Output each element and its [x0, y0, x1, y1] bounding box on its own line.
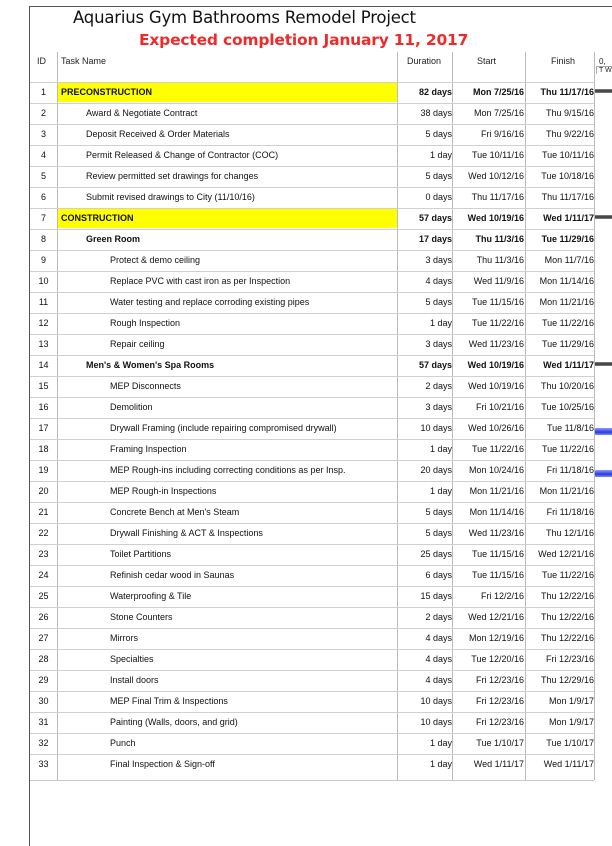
task-start: Tue 11/15/16	[471, 297, 524, 307]
task-start: Fri 12/23/16	[475, 696, 524, 706]
task-start: Mon 11/21/16	[469, 486, 524, 496]
task-id: 33	[38, 759, 49, 769]
task-row[interactable]	[30, 586, 594, 607]
task-finish: Tue 10/11/16	[541, 150, 594, 160]
gantt-task-bar[interactable]	[595, 428, 612, 435]
task-start: Wed 10/12/16	[468, 171, 524, 181]
task-finish: Thu 12/22/16	[540, 612, 594, 622]
task-start: Wed 10/19/16	[467, 213, 524, 223]
task-duration: 1 day	[429, 150, 452, 160]
task-duration: 10 days	[420, 696, 452, 706]
task-name: Deposit Received & Order Materials	[86, 129, 230, 139]
task-name: Green Room	[86, 234, 141, 244]
task-name: MEP Disconnects	[110, 381, 181, 391]
task-duration: 20 days	[420, 465, 452, 475]
task-duration: 57 days	[418, 360, 452, 370]
task-duration: 38 days	[420, 108, 452, 118]
task-id: 6	[40, 192, 46, 202]
task-start: Tue 11/22/16	[471, 318, 524, 328]
task-id: 18	[38, 444, 49, 454]
task-id: 10	[38, 276, 49, 286]
task-row[interactable]	[30, 418, 594, 439]
task-name: Concrete Bench at Men's Steam	[110, 507, 240, 517]
task-name: Demolition	[110, 402, 153, 412]
header-task-name: Task Name	[61, 56, 107, 66]
task-start: Thu 11/3/16	[475, 234, 524, 244]
task-name: CONSTRUCTION	[58, 209, 397, 228]
task-start: Tue 11/15/16	[471, 549, 524, 559]
task-row[interactable]	[30, 124, 594, 145]
task-start: Wed 10/19/16	[467, 360, 524, 370]
task-name: MEP Rough-ins including correcting conditions as per Insp.	[110, 465, 346, 475]
task-duration: 4 days	[425, 633, 452, 643]
task-duration: 6 days	[425, 570, 452, 580]
task-row[interactable]	[30, 712, 594, 733]
task-row[interactable]	[30, 397, 594, 418]
task-start: Tue 12/20/16	[471, 654, 524, 664]
task-name: Drywall Finishing & ACT & Inspections	[110, 528, 263, 538]
task-finish: Tue 11/8/16	[546, 423, 594, 433]
task-finish: Tue 11/29/16	[541, 234, 594, 244]
col-divider-gantt	[594, 52, 595, 780]
task-row[interactable]	[30, 229, 594, 250]
task-row[interactable]	[30, 628, 594, 649]
gantt-task-bar[interactable]	[595, 470, 612, 477]
task-duration: 0 days	[425, 192, 452, 202]
task-row[interactable]	[30, 82, 594, 103]
task-id: 29	[38, 675, 49, 685]
task-row[interactable]	[30, 544, 594, 565]
task-id: 4	[40, 150, 46, 160]
task-id: 1	[40, 87, 46, 97]
task-name: Water testing and replace corroding existing pipes	[110, 297, 310, 307]
task-id: 23	[38, 549, 49, 559]
task-duration: 4 days	[425, 675, 452, 685]
task-start: Wed 11/9/16	[473, 276, 524, 286]
task-row[interactable]	[30, 481, 594, 502]
task-name: MEP Final Trim & Inspections	[110, 696, 228, 706]
task-row[interactable]	[30, 733, 594, 754]
task-id: 21	[38, 507, 49, 517]
task-name: Stone Counters	[110, 612, 173, 622]
task-finish: Fri 12/23/16	[545, 654, 594, 664]
task-name: Submit revised drawings to City (11/10/16)	[86, 192, 255, 202]
task-duration: 17 days	[418, 234, 452, 244]
task-duration: 1 day	[429, 318, 452, 328]
task-name: Permit Released & Change of Contractor (COC)	[86, 150, 279, 160]
task-duration: 5 days	[425, 528, 452, 538]
gantt-summary-bar[interactable]	[595, 362, 612, 366]
task-row[interactable]	[30, 607, 594, 628]
task-row[interactable]	[30, 670, 594, 691]
task-start: Mon 11/14/16	[469, 507, 524, 517]
task-row[interactable]	[30, 754, 594, 775]
task-finish: Thu 12/22/16	[540, 591, 594, 601]
task-name: MEP Rough-in Inspections	[110, 486, 217, 496]
task-id: 16	[38, 402, 49, 412]
task-start: Fri 9/16/16	[480, 129, 524, 139]
task-start: Wed 10/19/16	[468, 381, 524, 391]
task-duration: 1 day	[429, 486, 452, 496]
task-name: Award & Negotiate Contract	[86, 108, 198, 118]
task-id: 28	[38, 654, 49, 664]
task-finish: Thu 11/17/16	[541, 192, 594, 202]
task-id: 24	[38, 570, 49, 580]
task-start: Wed 1/11/17	[473, 759, 524, 769]
task-row[interactable]	[30, 103, 594, 124]
task-row[interactable]	[30, 208, 594, 229]
task-finish: Tue 10/18/16	[541, 171, 594, 181]
task-name: Framing Inspection	[110, 444, 187, 454]
task-table	[30, 82, 594, 775]
task-start: Wed 11/23/16	[468, 339, 524, 349]
task-finish: Wed 12/21/16	[538, 549, 594, 559]
task-finish: Tue 1/10/17	[546, 738, 594, 748]
task-finish: Fri 11/18/16	[546, 507, 594, 517]
task-row[interactable]	[30, 334, 594, 355]
task-name: Toilet Partitions	[110, 549, 172, 559]
task-duration: 25 days	[420, 549, 452, 559]
task-name: Rough Inspection	[110, 318, 181, 328]
task-start: Thu 11/17/16	[471, 192, 524, 202]
task-finish: Wed 1/11/17	[543, 759, 594, 769]
task-finish: Tue 10/25/16	[541, 402, 594, 412]
task-duration: 5 days	[425, 297, 452, 307]
task-row[interactable]	[30, 502, 594, 523]
task-finish: Wed 1/11/17	[543, 360, 594, 370]
task-duration: 1 day	[429, 444, 452, 454]
task-finish: Thu 9/15/16	[545, 108, 594, 118]
task-finish: Tue 11/22/16	[541, 444, 594, 454]
task-finish: Wed 1/11/17	[543, 213, 594, 223]
table-end-line	[30, 780, 594, 781]
task-start: Tue 11/15/16	[471, 570, 524, 580]
completion-subtitle: Expected completion January 11, 2017	[139, 31, 469, 49]
task-row[interactable]	[30, 166, 594, 187]
task-finish: Fri 11/18/16	[546, 465, 594, 475]
task-row[interactable]	[30, 565, 594, 586]
task-duration: 3 days	[425, 402, 452, 412]
task-duration: 57 days	[418, 213, 452, 223]
task-finish: Tue 11/22/16	[541, 318, 594, 328]
task-id: 13	[38, 339, 49, 349]
task-start: Fri 12/23/16	[475, 717, 524, 727]
task-name: Repair ceiling	[110, 339, 165, 349]
task-name: Painting (Walls, doors, and grid)	[110, 717, 238, 727]
task-start: Wed 11/23/16	[468, 528, 524, 538]
task-finish: Tue 11/29/16	[541, 339, 594, 349]
task-finish: Mon 11/7/16	[544, 255, 594, 265]
task-start: Mon 7/25/16	[472, 87, 524, 97]
task-id: 2	[40, 108, 46, 118]
task-duration: 15 days	[420, 591, 452, 601]
task-duration: 10 days	[420, 717, 452, 727]
task-id: 9	[40, 255, 46, 265]
task-id: 11	[38, 297, 49, 307]
task-finish: Mon 11/14/16	[539, 276, 594, 286]
task-duration: 1 day	[429, 759, 452, 769]
task-finish: Thu 11/17/16	[540, 87, 594, 97]
task-finish: Thu 9/22/16	[545, 129, 594, 139]
task-row[interactable]	[30, 313, 594, 334]
header-finish: Finish	[551, 56, 576, 66]
task-start: Fri 10/21/16	[475, 402, 524, 412]
task-id: 8	[40, 234, 46, 244]
header-duration: Duration	[407, 56, 442, 66]
task-id: 20	[38, 486, 49, 496]
task-row[interactable]	[30, 145, 594, 166]
task-name: Review permitted set drawings for changes	[86, 171, 259, 181]
task-id: 31	[38, 717, 49, 727]
task-id: 30	[38, 696, 49, 706]
task-row[interactable]	[30, 271, 594, 292]
task-start: Fri 12/2/16	[480, 591, 524, 601]
task-name: Replace PVC with cast iron as per Inspection	[110, 276, 291, 286]
task-name: Final Inspection & Sign-off	[110, 759, 215, 769]
task-duration: 3 days	[425, 339, 452, 349]
task-duration: 4 days	[425, 654, 452, 664]
task-row[interactable]	[30, 250, 594, 271]
task-finish: Thu 10/20/16	[540, 381, 594, 391]
task-name: Mirrors	[110, 633, 138, 643]
task-finish: Mon 1/9/17	[548, 717, 594, 727]
task-id: 17	[38, 423, 49, 433]
task-start: Mon 12/19/16	[468, 633, 524, 643]
task-duration: 3 days	[425, 255, 452, 265]
task-finish: Mon 11/21/16	[539, 486, 594, 496]
task-start: Tue 10/11/16	[471, 150, 524, 160]
task-row[interactable]	[30, 691, 594, 712]
task-start: Fri 12/23/16	[475, 675, 524, 685]
task-row[interactable]	[30, 439, 594, 460]
task-start: Tue 11/22/16	[471, 444, 524, 454]
gantt-summary-bar[interactable]	[595, 89, 612, 93]
task-row[interactable]	[30, 292, 594, 313]
task-start: Wed 12/21/16	[468, 612, 524, 622]
task-id: 26	[38, 612, 49, 622]
header-start: Start	[477, 56, 497, 66]
task-duration: 4 days	[425, 276, 452, 286]
task-name: Specialties	[110, 654, 154, 664]
task-duration: 2 days	[425, 612, 452, 622]
task-row[interactable]	[30, 523, 594, 544]
task-id: 27	[38, 633, 49, 643]
timescale-bottom: T W	[596, 66, 612, 74]
task-id: 3	[40, 129, 46, 139]
task-start: Tue 1/10/17	[476, 738, 524, 748]
task-finish: Thu 12/1/16	[545, 528, 594, 538]
task-id: 12	[38, 318, 49, 328]
task-id: 14	[38, 360, 49, 370]
task-id: 32	[38, 738, 49, 748]
task-row[interactable]	[30, 376, 594, 397]
gantt-summary-bar[interactable]	[595, 215, 612, 219]
task-duration: 5 days	[425, 171, 452, 181]
document-title: Aquarius Gym Bathrooms Remodel Project	[73, 8, 416, 27]
task-id: 25	[38, 591, 49, 601]
task-row[interactable]	[30, 649, 594, 670]
task-name: Refinish cedar wood in Saunas	[110, 570, 235, 580]
task-id: 7	[40, 213, 46, 223]
task-duration: 82 days	[418, 87, 452, 97]
task-duration: 2 days	[425, 381, 452, 391]
task-name: Protect & demo ceiling	[110, 255, 201, 265]
timescale-top: 0,	[599, 57, 606, 66]
task-start: Mon 10/24/16	[468, 465, 524, 475]
task-row[interactable]	[30, 460, 594, 481]
task-start: Mon 7/25/16	[473, 108, 524, 118]
task-start: Thu 11/3/16	[476, 255, 524, 265]
task-row[interactable]	[30, 355, 594, 376]
task-start: Wed 10/26/16	[468, 423, 524, 433]
task-id: 5	[40, 171, 46, 181]
task-id: 15	[38, 381, 49, 391]
task-name: PRECONSTRUCTION	[58, 83, 397, 102]
task-duration: 5 days	[425, 507, 452, 517]
task-row[interactable]	[30, 187, 594, 208]
task-name: Waterproofing & Tile	[110, 591, 192, 601]
task-duration: 10 days	[420, 423, 452, 433]
task-finish: Thu 12/29/16	[540, 675, 594, 685]
task-name: Install doors	[110, 675, 159, 685]
task-duration: 1 day	[429, 738, 452, 748]
task-id: 19	[38, 465, 49, 475]
task-name: Men's & Women's Spa Rooms	[86, 360, 215, 370]
task-finish: Thu 12/22/16	[540, 633, 594, 643]
table-header	[30, 52, 594, 82]
task-finish: Mon 1/9/17	[548, 696, 594, 706]
header-id: ID	[37, 56, 46, 66]
task-finish: Tue 11/22/16	[541, 570, 594, 580]
task-name: Punch	[110, 738, 136, 748]
task-id: 22	[38, 528, 49, 538]
task-finish: Mon 11/21/16	[539, 297, 594, 307]
task-name: Drywall Framing (include repairing compromised drywall)	[110, 423, 337, 433]
task-duration: 5 days	[425, 129, 452, 139]
